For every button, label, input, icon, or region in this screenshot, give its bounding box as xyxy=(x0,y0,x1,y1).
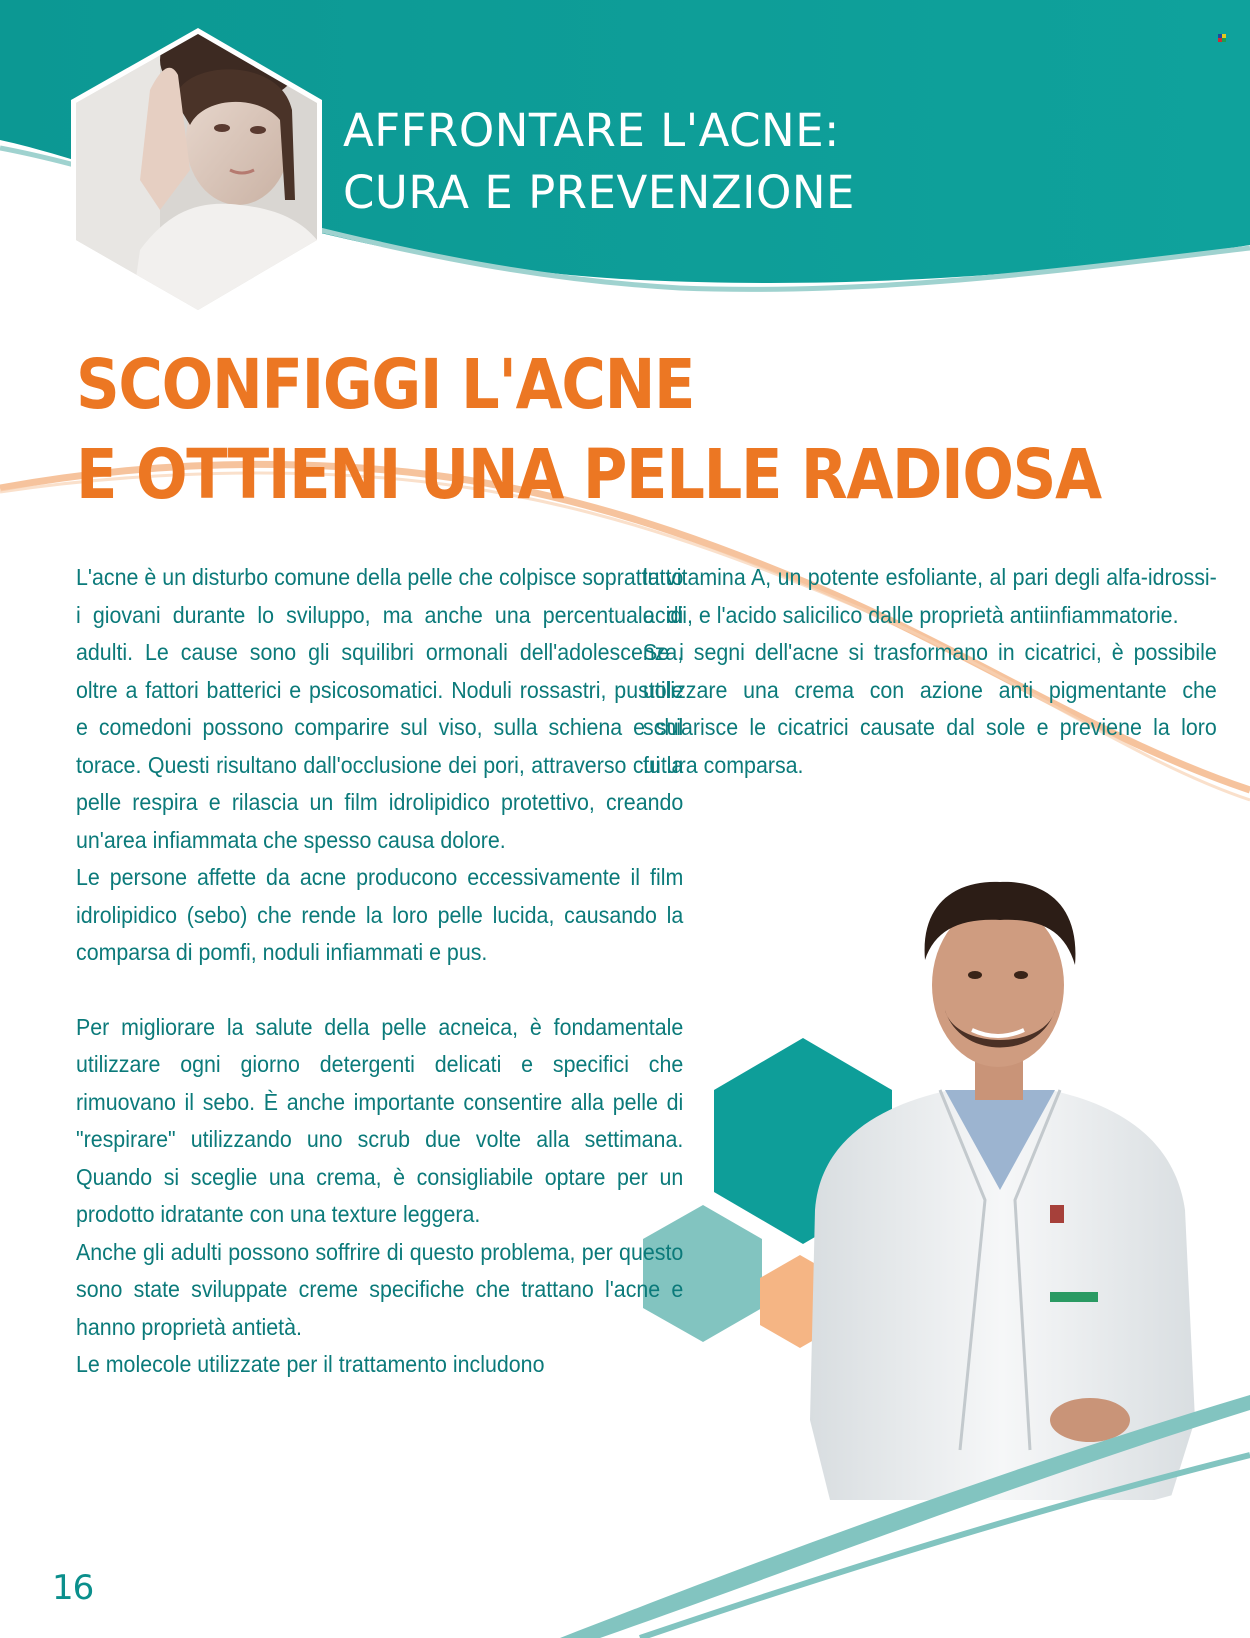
page-number: 16 xyxy=(52,1568,94,1608)
article-headline xyxy=(76,340,1101,520)
color-marks xyxy=(1218,34,1226,42)
article-paragraph: la vitamina A, un potente esfoliante, al pari degli alfa-idrossi-acidi, e l'acido salicilico dalle proprietà antiinfiammatorie. xyxy=(643,564,1217,628)
article-paragraph: Per migliorare la salute della pelle acneica, è fondamentale utilizzare ogni giorno detergenti delicati e specifici che rimuovano il sebo. È anche importante consentire alla pelle di "respirare" utilizzando uno scrub due volte alla settimana. Quando si sceglie una crema, è consigliabile optare per un prodotto idratante con una texture leggera. xyxy=(76,1013,684,1227)
article-paragraph: Anche gli adulti possono soffrire di questo problema, per questo sono state sviluppate creme specifiche che trattano l'acne e hanno proprietà antietà. xyxy=(76,1238,684,1340)
article-paragraph: L'acne è un disturbo comune della pelle che colpisce soprattutto i giovani durante lo sviluppo, ma anche una percentuale di adulti. Le cause sono gli squilibri ormonali dell'adolescenza, oltre a fattori batterici e psicosomatici. Noduli rossastri, pustole e comedoni possono comparire sul viso, sulla schiena e sul torace. Questi risultano dall'occlusione dei pori, attraverso cui la pelle respira e rilascia un film idrolipidico protettivo, creando un'area infiammata che spesso causa dolore. xyxy=(76,564,684,853)
article-paragraph: Le molecole utilizzate per il trattamento includono xyxy=(76,1351,545,1377)
section-title-line-2: CURA E PREVENZIONE xyxy=(343,166,855,219)
pharmacist-photo xyxy=(810,882,1195,1500)
article-right-column xyxy=(643,559,1217,784)
article-paragraph: Se i segni dell'acne si trasformano in cicatrici, è possibile utilizzare una crema con azione anti pigmentante che schiarisce le cicatrici causate dal sole e previene la loro futura comparsa. xyxy=(643,639,1217,778)
section-title xyxy=(343,100,855,224)
article-paragraph: Le persone affette da acne producono eccessivamente il film idrolipidico (sebo) che rende la loro pelle lucida, causando la comparsa di pomfi, noduli infiammati e pus. xyxy=(76,864,684,965)
article-left-column xyxy=(76,559,683,1384)
headline-line-1: SCONFIGGI L'ACNE xyxy=(76,345,695,425)
headline-line-2: E OTTIENI UNA PELLE RADIOSA xyxy=(76,435,1101,515)
paragraph-spacer xyxy=(76,972,683,1009)
section-title-line-1: AFFRONTARE L'ACNE: xyxy=(343,104,840,157)
